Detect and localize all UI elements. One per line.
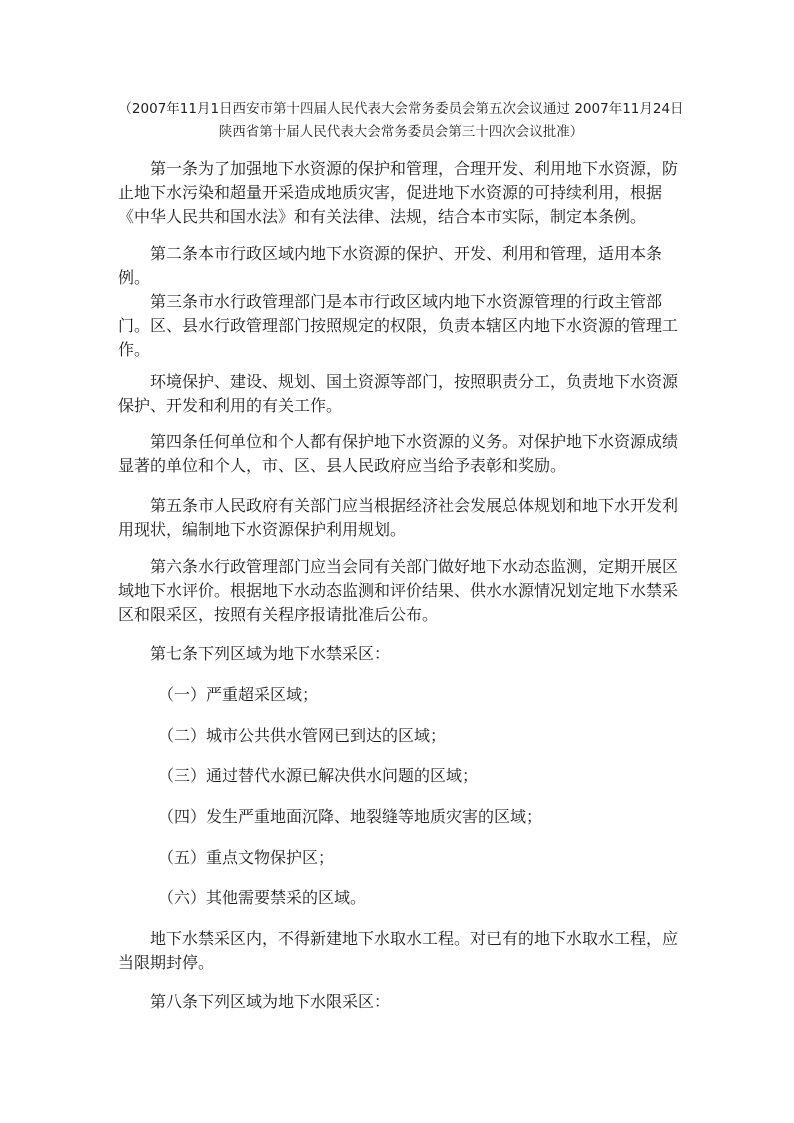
list-item: （五）重点文物保护区； — [158, 848, 335, 867]
list-item: （一）严重超采区域； — [158, 685, 319, 704]
article-8: 第八条下列区域为地下水限采区： — [150, 992, 391, 1011]
article-2: 第二条本市行政区域内地下水资源的保护、开发、利用和管理，适用本条例。 — [118, 244, 663, 287]
article-7: 第七条下列区域为地下水禁采区： — [150, 644, 391, 663]
article-1: 第一条为了加强地下水资源的保护和管理，合理开发、利用地下水资源，防止地下水污染和超量开采造成地质灾害，促进地下水资源的可持续利用，根据《中华人民共和国水法》和有关法律、法规，结合本市实际，制定本条例。 — [118, 159, 679, 226]
list-item: （六）其他需要禁采的区域。 — [158, 888, 367, 907]
article-4: 第四条任何单位和个人都有保护地下水资源的义务。对保护地下水资源成绩显著的单位和个人，市、区、县人民政府应当给予表彰和奖励。 — [118, 432, 679, 475]
article-3-supplement: 环境保护、建设、规划、国土资源等部门，按照职责分工，负责地下水资源保护、开发和利用的有关工作。 — [118, 372, 679, 415]
article-3: 第三条市水行政管理部门是本市行政区域内地下水资源管理的行政主管部门。区、县水行政管理部门按照规定的权限，负责本辖区内地下水资源的管理工作。 — [118, 292, 679, 359]
list-item: （三）通过替代水源已解决供水问题的区域； — [158, 766, 479, 785]
list-item: （四）发生严重地面沉降、地裂缝等地质灾害的区域； — [158, 807, 543, 826]
adoption-note: （2007年11月1日西安市第十四届人民代表大会常务委员会第五次会议通过 2007年11月24日陕西省第十届人民代表大会常务委员会第三十四次会议批准） — [118, 101, 684, 140]
article-6: 第六条水行政管理部门应当会同有关部门做好地下水动态监测，定期开展区域地下水评价。根据地下水动态监测和评价结果、供水水源情况划定地下水禁采区和限采区，按照有关程序报请批准后公布。 — [118, 557, 679, 624]
list-item: （二）城市公共供水管网已到达的区域； — [158, 726, 447, 745]
article-7-supplement: 地下水禁采区内，不得新建地下水取水工程。对已有的地下水取水工程，应当限期封停。 — [118, 929, 679, 972]
article-5: 第五条市人民政府有关部门应当根据经济社会发展总体规划和地下水开发利用现状，编制地下水资源保护利用规划。 — [118, 496, 679, 539]
